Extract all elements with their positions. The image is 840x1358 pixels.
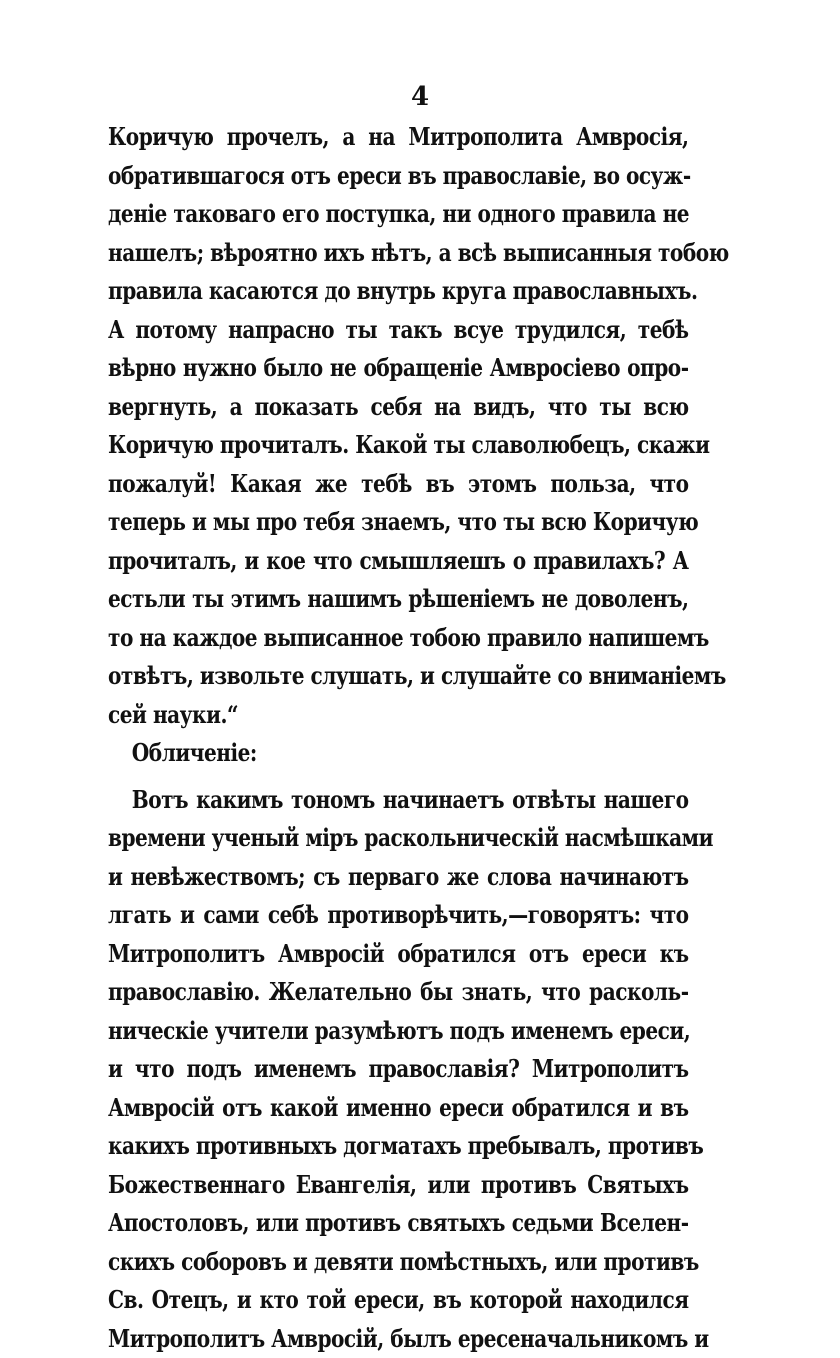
text-line: теперь и мы про тебя знаемъ, что ты всю Коричую xyxy=(108,503,689,542)
text-line: Апостоловъ, или противъ святыхъ седьми Вселен- xyxy=(108,1204,689,1243)
text-line: прочиталъ, и кое что смышляешъ о правилахъ? А xyxy=(108,542,689,581)
text-line: Коричую прочиталъ. Какой ты славолюбецъ, скажи xyxy=(108,426,689,465)
page-number: 4 xyxy=(0,84,840,110)
text-line: правила касаются до внутрь круга православныхъ. xyxy=(108,272,689,311)
text-line: и невѣжествомъ; съ перваго же слова начинаютъ xyxy=(108,858,689,897)
text-line: и что подъ именемъ православія? Митрополитъ xyxy=(108,1050,689,1089)
text-line: ническіе учители разумѣютъ подъ именемъ ереси, xyxy=(108,1012,689,1051)
text-line: деніе таковаго его поступка, ни одного правила не xyxy=(108,195,689,234)
text-line: Митрополитъ Амвросій обратился отъ ереси къ xyxy=(108,935,689,974)
text-line: какихъ противныхъ догматахъ пребывалъ, противъ xyxy=(108,1127,689,1166)
text-line: Амвросій отъ какой именно ереси обратился и въ xyxy=(108,1089,689,1128)
text-line: Митрополитъ Амвросій, былъ ересеначальникомъ и xyxy=(108,1320,689,1358)
paragraph-quote xyxy=(108,118,688,734)
text-line: то на каждое выписанное тобою правило напишемъ xyxy=(108,619,689,658)
text-line: вѣрно нужно было не обращеніе Амвросіево опро- xyxy=(108,349,689,388)
text-line: православію. Желательно бы знать, что расколь- xyxy=(108,973,689,1012)
text-line: нашелъ; вѣроятно ихъ нѣтъ, а всѣ выписанныя тобою xyxy=(108,234,689,273)
text-line: Св. Отецъ, и кто той ереси, въ которой находился xyxy=(108,1281,689,1320)
text-line: естьли ты этимъ нашимъ рѣшеніемъ не доволенъ, xyxy=(108,580,689,619)
text-line: времени ученый міръ раскольническій насмѣшками xyxy=(108,819,689,858)
text-line: пожалуй! Какая же тебѣ въ этомъ польза, что xyxy=(108,465,689,504)
text-line: Вотъ какимъ тономъ начинаетъ отвѣты нашего xyxy=(108,781,689,820)
spacer xyxy=(108,773,688,781)
text-block xyxy=(108,118,688,1358)
text-line: скихъ соборовъ и девяти помѣстныхъ, или противъ xyxy=(108,1243,689,1282)
text-line: Божественнаго Евангелія, или противъ Святыхъ xyxy=(108,1166,689,1205)
section-heading: Обличеніе: xyxy=(108,734,689,773)
text-line: сей науки.“ xyxy=(108,696,689,735)
text-line: отвѣтъ, извольте слушать, и слушайте со вниманіемъ xyxy=(108,657,689,696)
paragraph-refutation xyxy=(108,781,688,1358)
text-line: вергнуть, а показать себя на видъ, что ты всю xyxy=(108,388,689,427)
text-line: обратившагося отъ ереси въ православіе, во осуж- xyxy=(108,157,689,196)
text-line: А потому напрасно ты такъ всуе трудился, тебѣ xyxy=(108,311,689,350)
text-line: лгать и сами себѣ противорѣчить,—говорятъ: что xyxy=(108,896,689,935)
text-line: Коричую прочелъ, а на Митрополита Амвросія, xyxy=(108,118,689,157)
